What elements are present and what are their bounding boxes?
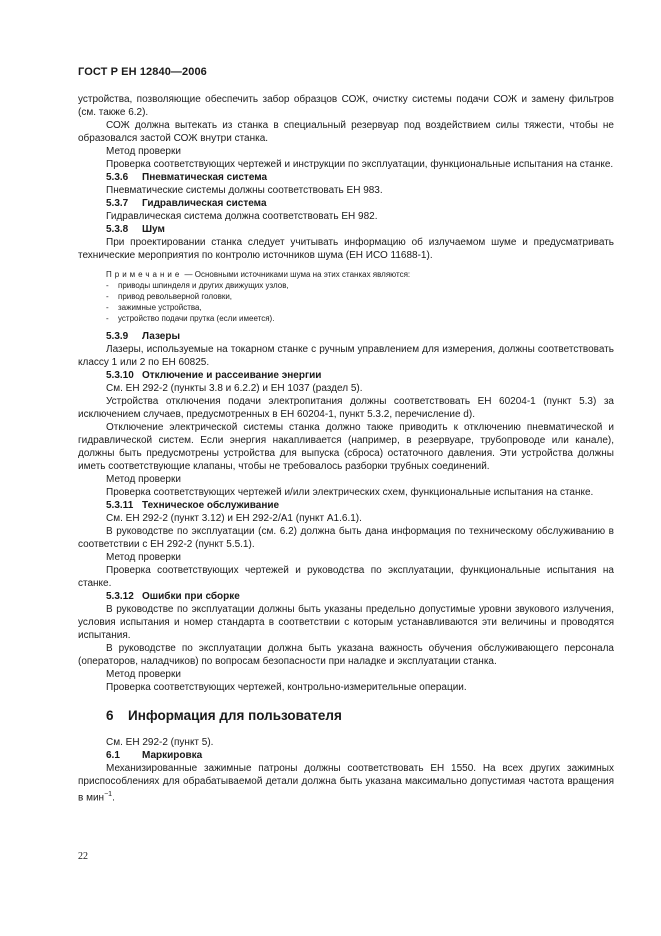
heading-number: 5.3.9 [106,331,129,342]
paragraph: Лазеры, используемые на токарном станке с ручным управлением для измерения, должны соответствовать классу 1 или 2 по ЕН 60825. [78,344,614,368]
dash-bullet: - [106,314,109,323]
note-intro [106,269,614,280]
paragraph: Проверка соответствующих чертежей, контрольно-измерительные операции. [106,682,467,693]
heading-6-1 [78,749,614,762]
list-item [106,280,614,291]
heading-number: 5.3.10 [106,370,134,381]
list-item-text: приводы шпинделя и других движущих узлов, [118,281,289,290]
heading-title: Ошибки при сборке [142,591,240,602]
heading-5-3-7 [78,197,614,210]
heading-title: Гидравлическая система [142,198,267,209]
section-6-heading [78,708,614,724]
heading-title: Шум [142,224,165,235]
heading-5-3-11 [78,499,614,512]
list-item [106,302,614,313]
paragraph-end: . [112,792,115,804]
heading-5-3-12 [78,590,614,603]
list-item-text: привод револьверной головки, [118,292,233,301]
section-title: Информация для пользователя [128,708,342,723]
heading-number: 5.3.12 [106,591,134,602]
heading-title: Техническое обслуживание [142,500,280,511]
paragraph: СОЖ должна вытекать из станка в специальный резервуар под воздействием силы тяжести, чтобы не образовался застой СОЖ внутри станка. [78,120,614,144]
heading-5-3-6 [78,171,614,184]
dash-bullet: - [106,292,109,301]
document-body [78,93,614,804]
paragraph: Метод проверки [106,552,181,563]
paragraph: Устройства отключения подачи электропитания должны соответствовать ЕН 60204-1 (пункт 5.3) за исключением случаев, предусмотренных в ЕН 60204-1, пункт 5.3.2, перечисление d). [78,396,614,420]
paragraph: Отключение электрической системы станка должно также приводить к отключению пневматической и гидравлической систем. Если энергия накапливается (например, в резервуаре, трубопроводе или канале), должны быть предусмотрены устройства для выпуска (сброса) остаточного давления. Эти устройства должны иметь соответствующие клапаны, чтобы не требовалось разборки трубных соединений. [78,422,614,472]
heading-title: Маркировка [142,750,203,761]
paragraph: См. ЕН 292-2 (пункт 5). [106,737,214,748]
paragraph: В руководстве по эксплуатации (см. 6.2) должна быть дана информация по техническому обслуживанию в соответствии с ЕН 292-2 (пункт 5.5.1). [78,526,614,550]
heading-5-3-8 [78,223,614,236]
paragraph: Проверка соответствующих чертежей и руководства по эксплуатации, функциональные испытания на станке. [78,565,614,589]
list-item [106,291,614,302]
note-label: Примечание [106,270,183,279]
list-item [106,313,614,324]
heading-number: 5.3.7 [106,198,129,209]
heading-number: 6.1 [106,750,120,761]
heading-5-3-9 [78,330,614,343]
paragraph: При проектировании станка следует учитывать информацию об излучаемом шуме и предусматривать технические мероприятия по контролю источников шума (ЕН ИСО 11688-1). [78,237,614,261]
heading-number: 5.3.6 [106,172,129,183]
heading-title: Отключение и рассеивание энергии [142,370,322,381]
document-header: ГОСТ Р ЕН 12840—2006 [78,66,207,78]
list-item-text: зажимные устройства, [118,303,202,312]
dash-bullet: - [106,303,109,312]
heading-number: 5.3.8 [106,224,129,235]
list-item-text: устройство подачи прутка (если имеется). [118,314,275,323]
paragraph: См. ЕН 292-2 (пункт 3.12) и ЕН 292-2/А1 (пункт А1.6.1). [106,513,362,524]
section-number: 6 [106,708,114,723]
paragraph: Метод проверки [106,146,181,157]
paragraph: устройства, позволяющие обеспечить забор образцов СОЖ, очистку системы подачи СОЖ и замену фильтров (см. также 6.2). [78,94,614,118]
dash-bullet: - [106,281,109,290]
paragraph [78,762,614,804]
note-list [106,280,614,324]
heading-title: Пневматическая система [142,172,268,183]
heading-title: Лазеры [142,331,180,342]
superscript: −1 [104,791,113,798]
paragraph: Метод проверки [106,474,181,485]
page-number: 22 [78,851,88,862]
heading-number: 5.3.11 [106,500,134,511]
paragraph: Проверка соответствующих чертежей и/или электрических схем, функциональные испытания на станке. [106,487,594,498]
note-intro-text: — Основными источниками шума на этих станках являются: [182,270,411,279]
note-block [78,269,614,324]
paragraph: Пневматические системы должны соответствовать ЕН 983. [106,185,383,196]
paragraph: Метод проверки [106,669,181,680]
paragraph-text: Механизированные зажимные патроны должны соответствовать ЕН 1550. На всех других зажимных приспособлениях для обрабатываемой детали должна быть указана максимально допустимая частота вращения в мин [78,763,614,804]
heading-5-3-10 [78,369,614,382]
paragraph: Проверка соответствующих чертежей и инструкции по эксплуатации, функциональные испытания на станке. [106,159,614,170]
paragraph: В руководстве по эксплуатации должна быть указана важность обучения обслуживающего персонала (операторов, наладчиков) по вопросам безопасности при наладке и эксплуатации станка. [78,643,614,667]
paragraph: См. ЕН 292-2 (пункты 3.8 и 6.2.2) и ЕН 1037 (раздел 5). [106,383,363,394]
paragraph: Гидравлическая система должна соответствовать ЕН 982. [106,211,378,222]
paragraph: В руководстве по эксплуатации должны быть указаны предельно допустимые уровни звукового излучения, условия испытания и номер стандарта в соответствии с которым устанавливаются эти величины и проводятся испытания. [78,604,614,641]
